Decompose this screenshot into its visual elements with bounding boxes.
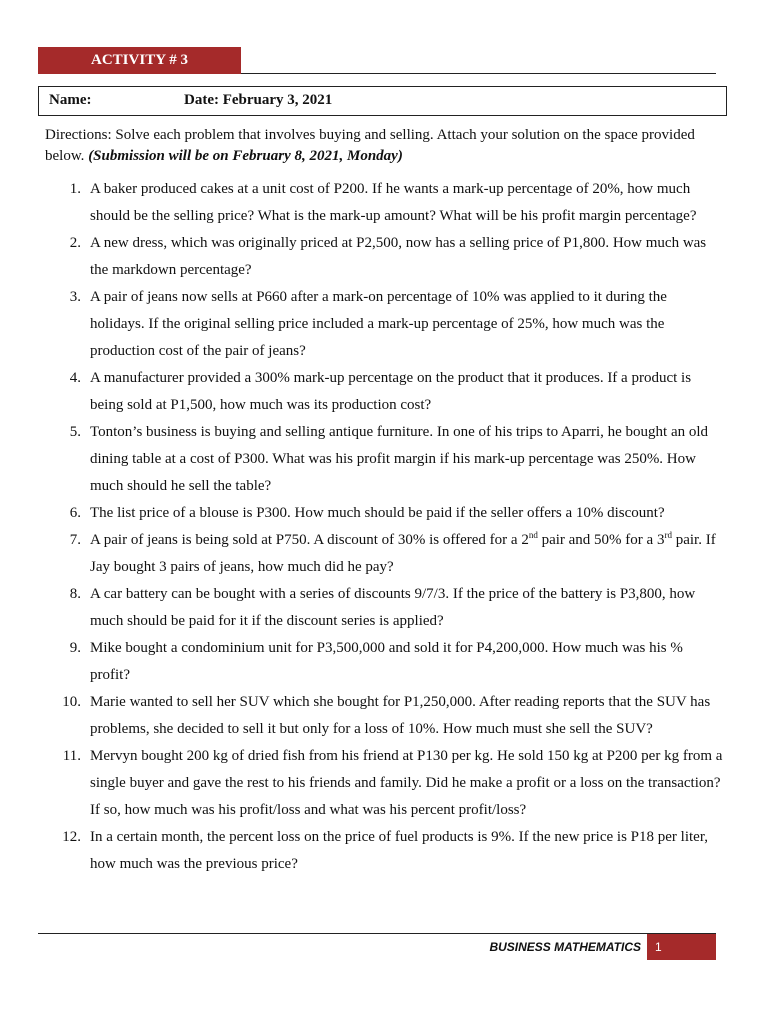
problem-text: Marie wanted to sell her SUV which she bought for P1,250,000. After reading reports that the SUV has problems, she decided to sell it but only for a loss of 10%. How much must she sell the SUV? bbox=[90, 694, 711, 737]
list-item bbox=[45, 527, 725, 581]
directions-text: Directions: Solve each problem that involves buying and selling. Attach your solution on the space provided below. bbox=[45, 127, 695, 164]
problem-number: 7. bbox=[69, 532, 81, 548]
problem-text: A new dress, which was originally priced at P2,500, now has a selling price of P1,800. How much was the markdown percentage? bbox=[90, 235, 707, 278]
problem-text: Tonton’s business is buying and selling antique furniture. In one of his trips to Aparri, he bought an old dining table at a cost of P300. What was his profit margin if his mark-up percentage was 250%. How much should he sell the table? bbox=[90, 424, 709, 494]
problem-number: 6. bbox=[69, 505, 81, 521]
page-number: 1 bbox=[655, 940, 662, 954]
list-item bbox=[45, 176, 725, 230]
list-item bbox=[45, 581, 725, 635]
problem-text: In a certain month, the percent loss on the price of fuel products is 9%. If the new price is P18 per liter, how much was the previous price? bbox=[90, 829, 708, 872]
list-item bbox=[45, 230, 725, 284]
list-item bbox=[45, 365, 725, 419]
footer-rule bbox=[38, 933, 716, 934]
problem-number: 8. bbox=[69, 586, 81, 602]
submission-deadline: (Submission will be on February 8, 2021, Monday) bbox=[88, 148, 403, 164]
problem-number: 11. bbox=[62, 748, 81, 764]
list-item bbox=[45, 743, 725, 824]
list-item bbox=[45, 689, 725, 743]
problem-text bbox=[90, 532, 716, 575]
problem-number: 9. bbox=[69, 640, 81, 656]
directions bbox=[45, 125, 715, 167]
problem-number: 10. bbox=[62, 694, 81, 710]
problem-number: 1. bbox=[69, 181, 81, 197]
name-date-box bbox=[38, 86, 727, 116]
problem-text-part: A pair of jeans is being sold at P750. A discount of 30% is offered for a 2 bbox=[90, 532, 529, 548]
header-rule bbox=[241, 73, 716, 74]
activity-label: ACTIVITY # 3 bbox=[91, 52, 188, 68]
ordinal-suffix: rd bbox=[664, 530, 672, 540]
problem-text: A pair of jeans now sells at P660 after a mark-on percentage of 10% was applied to it during the holidays. If the original selling price included a mark-up percentage of 25%, how much was the production cost of the pair of jeans? bbox=[90, 289, 667, 359]
page-number-badge bbox=[647, 934, 716, 960]
footer-subject: BUSINESS MATHEMATICS bbox=[489, 940, 641, 954]
problem-number: 3. bbox=[69, 289, 81, 305]
problem-text: The list price of a blouse is P300. How much should be paid if the seller offers a 10% discount? bbox=[90, 505, 665, 521]
problem-text: Mike bought a condominium unit for P3,500,000 and sold it for P4,200,000. How much was his % profit? bbox=[90, 640, 683, 683]
name-label: Name: bbox=[49, 92, 92, 108]
problem-text: A baker produced cakes at a unit cost of P200. If he wants a mark-up percentage of 20%, how much should be the selling price? What is the mark-up amount? What will be his profit margin percentage? bbox=[90, 181, 697, 224]
problem-text: A car battery can be bought with a series of discounts 9/7/3. If the price of the battery is P3,800, how much should be paid for it if the discount series is applied? bbox=[90, 586, 696, 629]
problem-number: 12. bbox=[62, 829, 81, 845]
list-item bbox=[45, 824, 725, 878]
date-label: Date: February 3, 2021 bbox=[184, 92, 333, 108]
problem-text-part: pair. If Jay bought 3 pairs of jeans, how much did he pay? bbox=[90, 532, 716, 575]
list-item bbox=[45, 635, 725, 689]
problem-text-part: pair and 50% for a 3 bbox=[537, 532, 665, 548]
activity-header bbox=[38, 47, 241, 74]
problem-text: Mervyn bought 200 kg of dried fish from his friend at P130 per kg. He sold 150 kg at P200 per kg from a single buyer and gave the rest to his friends and family. Did he make a profit or a loss on the transaction? If so, how much was his profit/loss and what was his percent profit/loss? bbox=[90, 748, 723, 818]
problem-number: 5. bbox=[69, 424, 81, 440]
list-item bbox=[45, 284, 725, 365]
problem-list bbox=[45, 176, 725, 878]
ordinal-suffix: nd bbox=[528, 530, 538, 540]
problem-number: 2. bbox=[69, 235, 81, 251]
problem-text: A manufacturer provided a 300% mark-up percentage on the product that it produces. If a product is being sold at P1,500, how much was its production cost? bbox=[90, 370, 692, 413]
problem-number: 4. bbox=[69, 370, 81, 386]
list-item bbox=[45, 500, 725, 527]
list-item bbox=[45, 419, 725, 500]
